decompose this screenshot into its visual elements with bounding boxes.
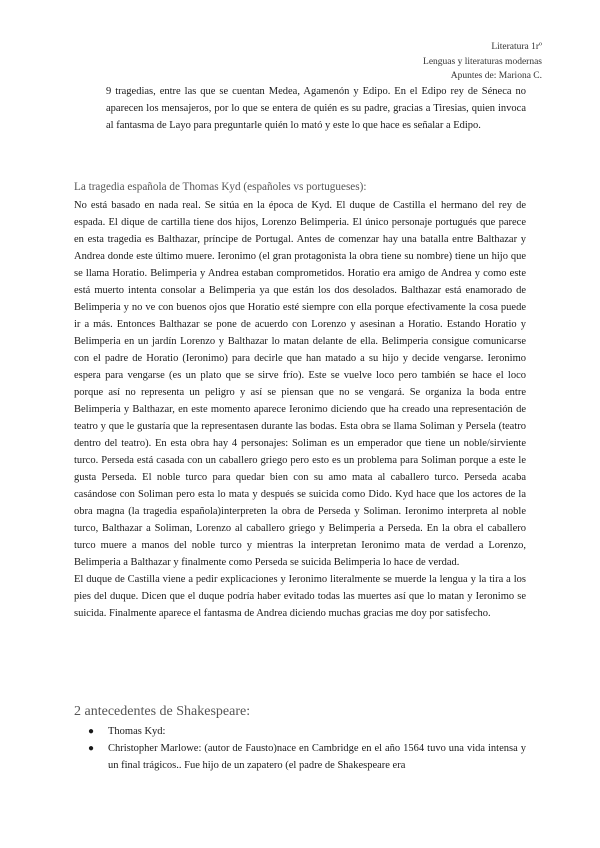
body-paragraph: El duque de Castilla viene a pedir explicaciones y Ieronimo literalmente se muerde la lengua y la tira a los pies del duque. Dicen que el duque podría haber evitado todas las muertes así que lo matan y Ieronimo se suicida. Finalmente aparece el fantasma de Andrea diciendo muchas gracias me doy por satisfecho. — [74, 574, 526, 619]
list-item-text: Christopher Marlowe: (autor de Fausto)nace en Cambridge en el año 1564 tuvo una vida intensa y un final trágicos.. Fue hijo de un zapatero (el padre de Shakespeare era — [108, 743, 526, 772]
body-paragraph: No está basado en nada real. Se sitúa en la época de Kyd. El duque de Castilla el hermano del rey de espada. El dique de cartilla tiene dos hijos, Lorenzo Belimperia. El único personaje portugués que parece en esta tragedia es Balthazar, príncipe de Portugal. Antes de comenzar hay una batalla entre Balthazar y Andrea donde este último muere. Ieronimo (el gran protagonista la obra tiene su nombre) tiene un hijo que se llama Horatio. Belimperia y Andrea estaban comprometidos. Horatio era amigo de Andrea y como este está muerto intenta consolar a Belimperia ya que están los dos desolados. Balthazar está enamorado de Belimperia y no ve con buenos ojos que Horatio esté siempre con ella porque efectivamente la cosa puede ir a más. Entonces Balthazar se pone de acuerdo con Lorenzo y asesinan a Horatio. Estando Horatio y Belimperia en un jardín Lorenzo y Balthazar lo matan delante de ella. Belimperia consigue comunicarse con el padre de Horatio (Ieronimo) para decirle que han matado a su hijo y decide vengarse. Ieronimo espera para vengarse (es un plato que se sirve frío). Este se vuelve loco pero también se hace el loco porque así no representa un peligro y así se piensan que no se vengará. Se organiza la boda entre Belimperia y Balthazar, en este momento aparece Ieronimo diciendo que ha creado una representación de teatro y que le gustaría que la representasen durante las bodas. Esta obra se llama Soliman y Persela (teatro dentro del teatro). En esta obra hay 4 personajes: Soliman es un emperador que tiene un noble/sirviente turco. Perseda está casada con un caballero griego pero esto es un problema para Soliman porque a este le gusta Perseda. El noble turco para quedar bien con su amo mata al caballero turco. Perseda acaba casándose con Soliman pero esta lo mata y después se suicida como Dido. Kyd hace que los actores de la obra magna (la tragedia española)interpreten la obra de Perseda y Soliman. Ieronimo interpreta al noble turco, Balthazar a Soliman, Lorenzo al caballero griego y Belimperia a Perseda. En la obra el caballero turco muere a manos del noble turco y mientras la interpretan Ieronimo mata de verdad a Lorenzo, Belimperia a Balthazar y finalmente como Perseda se suicida Belimperia lo hace de verdad. — [74, 200, 526, 568]
list-item — [74, 723, 526, 740]
degree-name: Lenguas y literaturas modernas — [423, 56, 542, 67]
antecedentes-list — [74, 723, 526, 775]
section-title-kyd: La tragedia española de Thomas Kyd (españoles vs portugueses): — [74, 181, 367, 193]
bullet-icon: ● — [88, 743, 95, 755]
section-body-kyd — [74, 197, 526, 622]
section-heading-antecedentes: 2 antecedentes de Shakespeare: — [74, 704, 251, 719]
list-item — [74, 740, 526, 774]
author-credit: Apuntes de: Mariona C. — [450, 71, 542, 81]
page-header — [423, 40, 542, 84]
bullet-icon: ● — [88, 726, 95, 737]
list-item-text: Thomas Kyd: — [108, 726, 166, 737]
course-title: Literatura 1rº — [491, 42, 542, 52]
intro-paragraph: 9 tragedias, entre las que se cuentan Medea, Agamenón y Edipo. En el Edipo rey de Séneca no aparecen los mensajeros, por lo que se entera de quién es su padre, gracias a Tiresias, quien invoca al fantasma de Layo para preguntarle quién lo mató y este lo que hace es señalar a Edipo. — [106, 86, 526, 132]
